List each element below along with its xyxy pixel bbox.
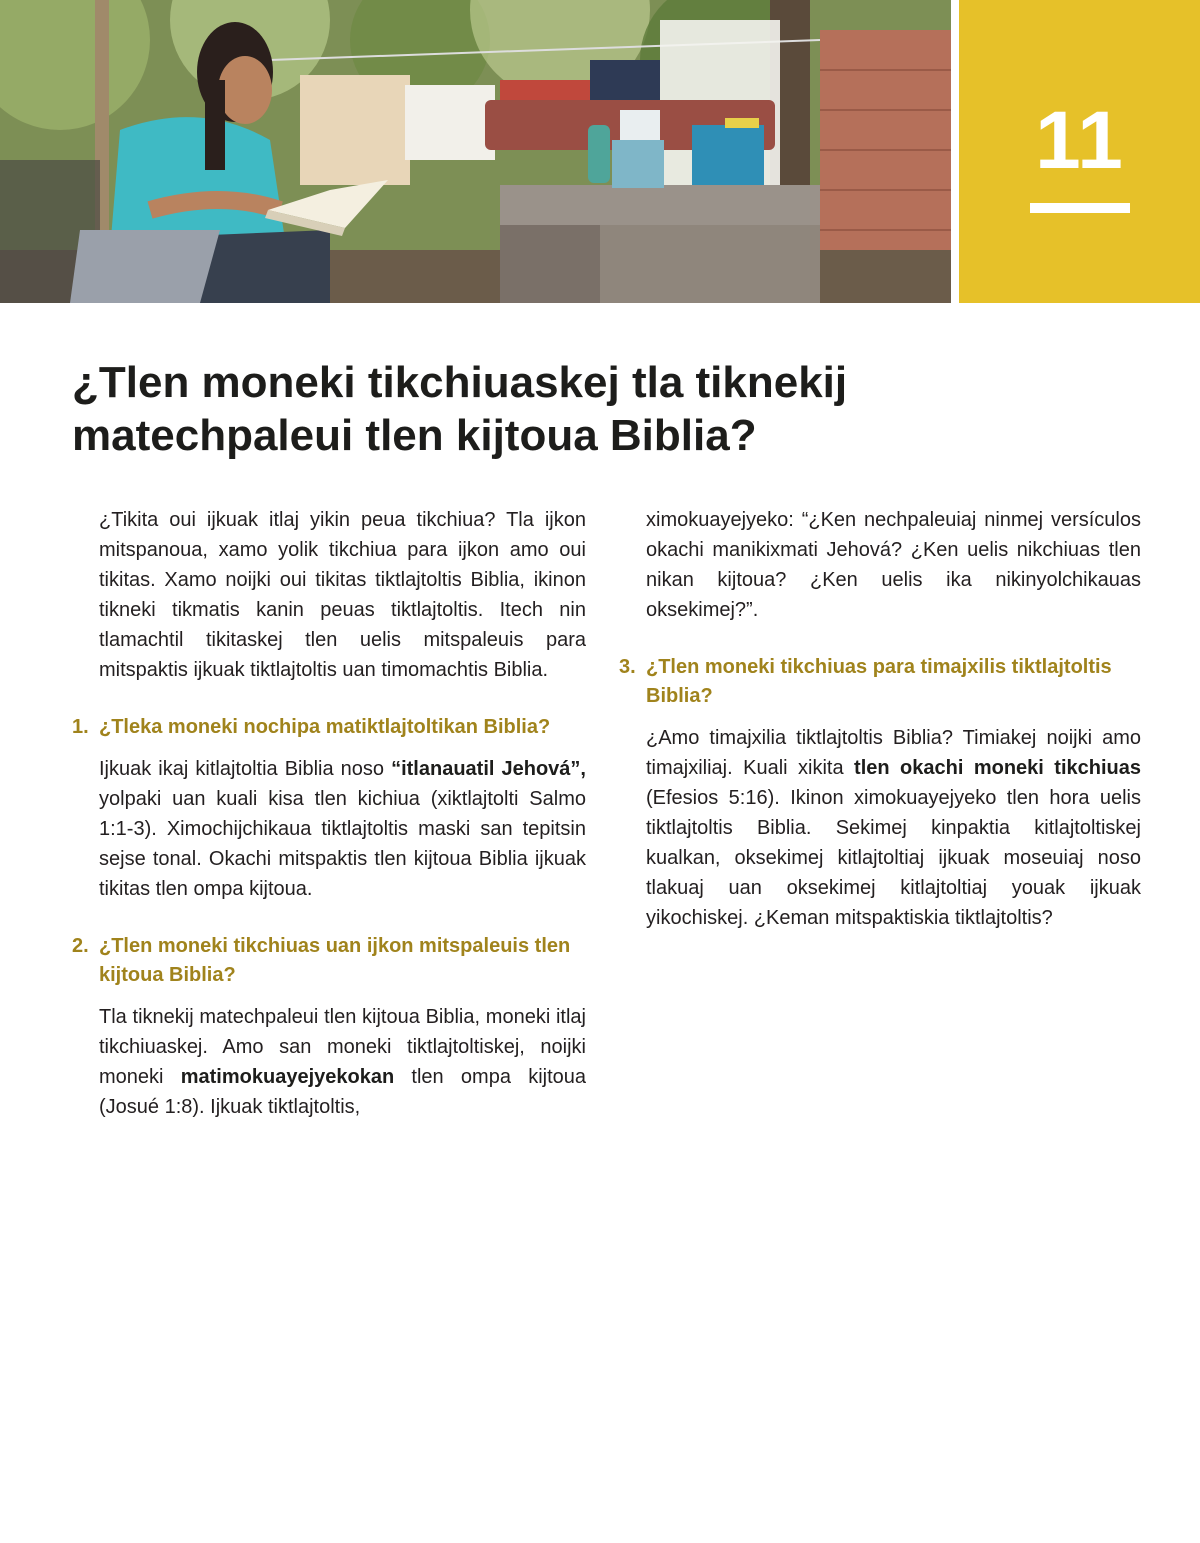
section-1-text-b: yolpaki uan kuali kisa tlen kichiua (xiktlajtolti Salmo 1:1-3). Ximochijchikaua tiktlajtoltis maski san tepitsin sejse tonal. Okachi mitspaktis tlen kijtoua Biblia ijkuak tikitas tlen ompa kijtoua.	[99, 788, 586, 900]
section-1-paragraph	[99, 754, 586, 904]
section-3-question	[619, 653, 1141, 711]
section-2-question	[72, 932, 586, 990]
section-3-text-a: ¿Amo timajxilia tiktlajtoltis Biblia? Timiakej noijki amo timajxiliaj. Kuali xikita	[646, 727, 1141, 779]
section-2-question-text: ¿Tlen moneki tikchiuas uan ijkon mitspaleuis tlen kijtoua Biblia?	[99, 935, 571, 986]
woman-reading-bible-photo	[0, 0, 951, 303]
section-2-text-b: tlen ompa kijtoua (Josué 1:8). Ijkuak tiktlajtoltis,	[99, 1066, 587, 1118]
section-1-text-a: Ijkuak ikaj kitlajtoltia Biblia noso	[99, 758, 392, 780]
section-1-number: 1.	[72, 716, 89, 738]
section-3-number: 3.	[619, 656, 636, 678]
section-1-question	[72, 713, 586, 742]
section-2-number: 2.	[72, 935, 89, 957]
section-2-continuation: ximokuayejyeko: “¿Ken nechpaleuiaj ninmej versículos okachi manikixmati Jehová? ¿Ken uelis nikchiuas tlen nikan kijtoua? ¿Ken uelis ika nikinyolchikauas oksekimej?”.	[646, 509, 1141, 621]
left-column	[72, 505, 586, 1122]
lesson-rule	[1030, 203, 1130, 213]
intro-paragraph: ¿Tikita oui ijkuak itlaj yikin peua tikchiua? Tla ijkon mitspanoua, xamo yolik tikchiua para ijkon amo oui tikitas. Xamo noijki oui tikitas tiktlajtoltis Biblia, ikinon tikneki tikmatis kanin peuas tiktlajtoltis. Itech nin tlamachtil tikitaskej tlen uelis mitspaleuis para mitspaktis ijkuak tiktlajtoltis uan timomachtis Biblia.	[99, 509, 586, 681]
lesson-badge	[959, 0, 1200, 303]
section-2-text-bold: matimokuayejyekokan	[180, 1066, 395, 1088]
lesson-number: 11	[1035, 95, 1124, 186]
section-3-question-text: ¿Tlen moneki tikchiuas para timajxilis tiktlajtoltis Biblia?	[646, 656, 1112, 707]
section-1-text-bold: “itlanauatil Jehová”,	[391, 758, 586, 780]
page-title: ¿Tlen moneki tikchiuaskej tla tiknekij matechpaleui tlen kijtoua Biblia?	[72, 358, 848, 460]
section-1-question-text: ¿Tleka moneki nochipa matiktlajtoltikan Biblia?	[99, 716, 551, 738]
header-photo	[0, 0, 951, 303]
section-3-text-bold: tlen okachi moneki tikchiuas	[854, 757, 1141, 779]
section-3-paragraph	[646, 723, 1141, 933]
right-column	[619, 505, 1141, 933]
section-2-paragraph	[99, 1002, 586, 1122]
section-2-text-a: Tla tiknekij matechpaleui tlen kijtoua Biblia, moneki itlaj tikchiuaskej. Amo san moneki tiktlajtoltiskej, noijki moneki	[99, 1006, 586, 1088]
section-3-text-b: (Efesios 5:16). Ikinon ximokuayejyeko tlen hora uelis tiktlajtoltis Biblia. Sekimej kinpaktia kitlajtoltiskej kualkan, oksekimej kitlajtoltiaj ijkuak moseuiaj noso tlakuaj uan oksekimej kitlajtoltiaj youak ijkuak yikochiskej. ¿Keman mitspaktiskia tiktlajtoltis?	[646, 787, 1141, 929]
